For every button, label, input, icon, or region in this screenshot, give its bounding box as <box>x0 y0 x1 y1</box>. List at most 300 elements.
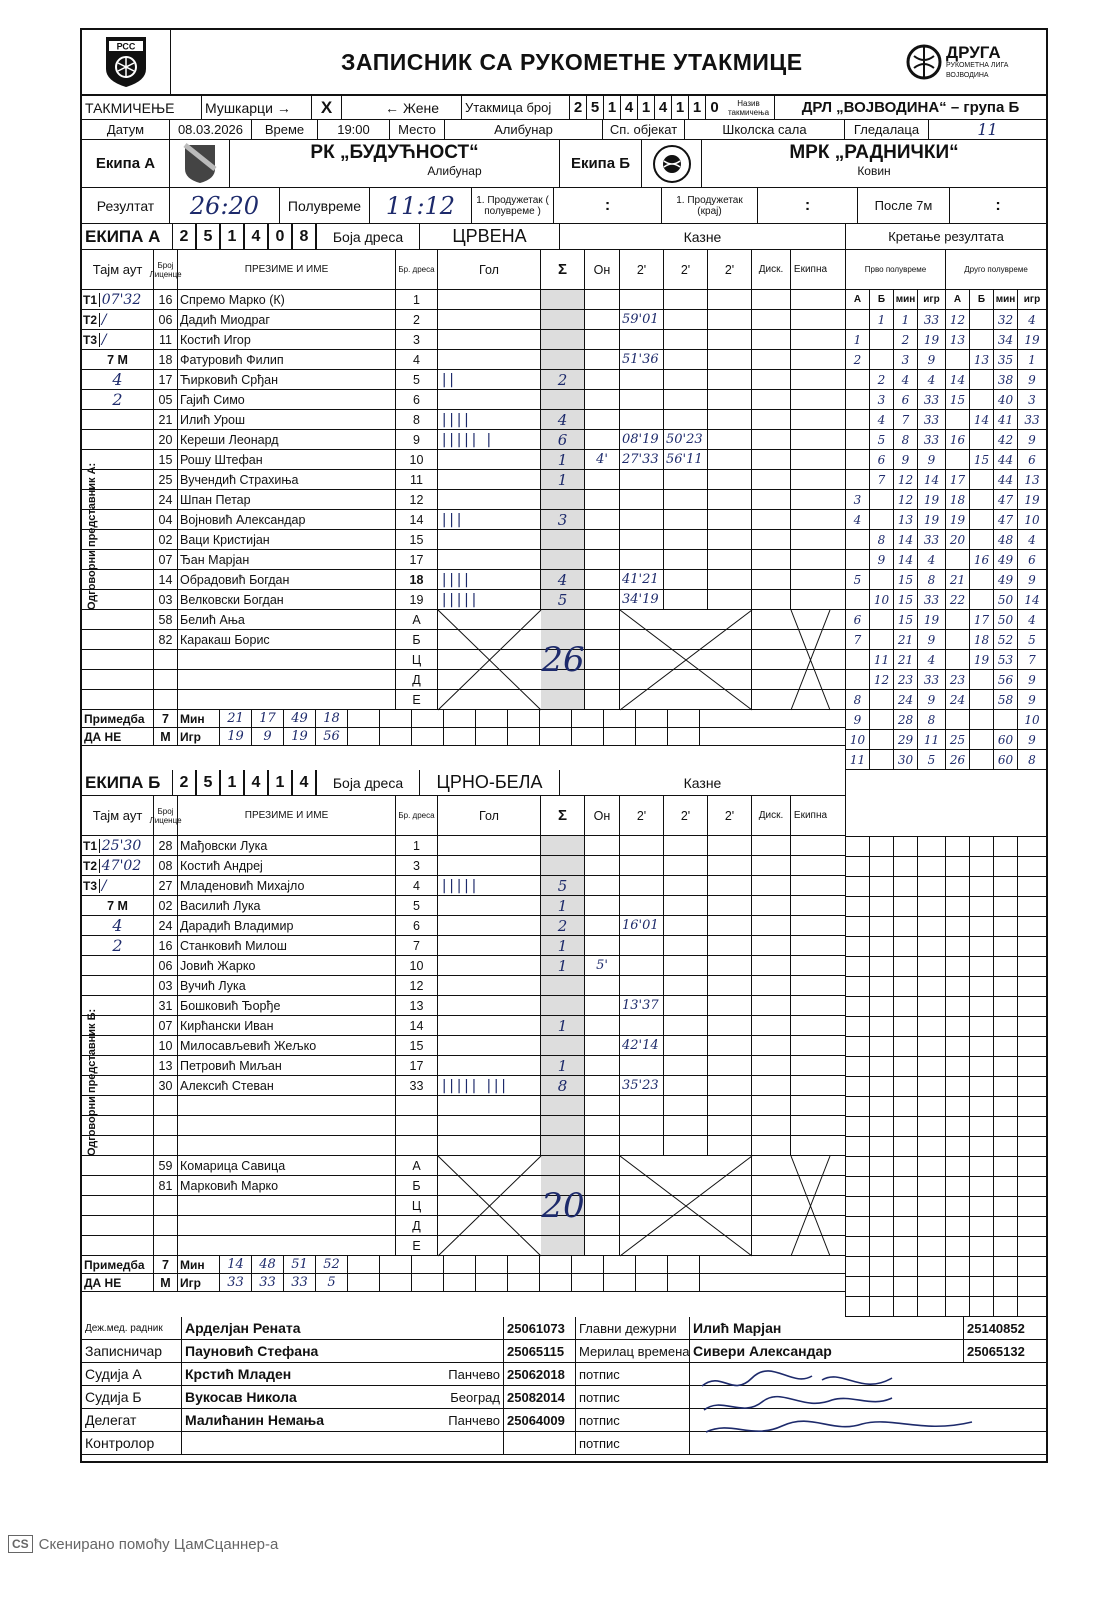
progress-cell <box>870 490 894 509</box>
warning <box>585 836 620 855</box>
license-no: 30 <box>154 1076 178 1095</box>
license-no: 58 <box>154 610 178 629</box>
suspension-3 <box>708 876 752 895</box>
warning <box>585 290 620 309</box>
timeout-value: / <box>101 877 107 894</box>
suspension-1: 34'19 <box>620 590 664 609</box>
match-no-digit: 1 <box>604 96 621 119</box>
men-cell <box>202 96 312 119</box>
official-warn <box>585 610 620 629</box>
team-penalty <box>791 590 830 609</box>
suspension-3 <box>708 370 752 389</box>
disqualification <box>752 1136 791 1155</box>
license-no: 59 <box>154 1156 178 1175</box>
progress-row <box>846 470 1046 490</box>
team-a-name: РК „БУДУЋНОСТ“ <box>310 142 479 163</box>
progress-cell <box>894 1257 918 1276</box>
progress-cell <box>846 917 870 936</box>
team-a-code-digit: 0 <box>268 224 292 249</box>
goal-sum: 6 <box>541 430 585 449</box>
progress-cell <box>846 550 870 569</box>
team-b-code-digit: 4 <box>292 770 316 795</box>
team-a-seven-min-kind: Мин <box>178 710 220 727</box>
team-a-label: ЕКИПА А <box>85 226 161 246</box>
progress-cell <box>870 1077 894 1096</box>
handball-ball-icon <box>906 44 942 80</box>
goal-tally: |||| <box>438 570 541 589</box>
progress-cell <box>1018 1237 1046 1256</box>
player-row <box>82 856 845 876</box>
progress-cell <box>994 1197 1018 1216</box>
progress-cell <box>946 350 970 369</box>
warning <box>585 896 620 915</box>
progress-cell: 23 <box>894 670 918 689</box>
player-row <box>82 916 845 936</box>
timeout-cell <box>82 1216 154 1235</box>
suspension-3 <box>708 996 752 1015</box>
suspension-2 <box>664 370 708 389</box>
progress-cell <box>894 977 918 996</box>
progress-cell: 33 <box>918 670 946 689</box>
progress-cell <box>946 1057 970 1076</box>
suspension-1: 13'37 <box>620 996 664 1015</box>
progress-cell <box>894 897 918 916</box>
official-name-2: Сивери Александар <box>690 1340 964 1362</box>
goal-sum <box>541 310 585 329</box>
progress-cell <box>946 710 970 729</box>
team-penalty <box>791 896 830 915</box>
progress-title <box>846 224 1046 250</box>
warning <box>585 370 620 389</box>
progress-cell <box>1018 1017 1046 1036</box>
team-penalty <box>791 310 830 329</box>
suspension-1 <box>620 836 664 855</box>
progress-cell <box>994 877 1018 896</box>
disqualification <box>752 936 791 955</box>
progress-cell: 14 <box>918 470 946 489</box>
progress-cell <box>946 857 970 876</box>
jersey-no: 11 <box>396 470 438 489</box>
player-row <box>82 510 845 530</box>
suspension-1 <box>620 510 664 529</box>
goal-sum: 5 <box>541 590 585 609</box>
team-b-seven-igr-value: 33 <box>220 1274 252 1291</box>
women-cell <box>382 96 462 119</box>
official-name-2: Илић Марјан <box>690 1317 964 1339</box>
timeout-cell <box>82 690 154 709</box>
progress-cell <box>846 390 870 409</box>
team-a-seven-min-empty <box>668 710 700 727</box>
jersey-no: 33 <box>396 1076 438 1095</box>
progress-cell <box>846 897 870 916</box>
player-name: Јовић Жарко <box>178 956 396 975</box>
progress-cell: 5 <box>846 570 870 589</box>
warning <box>585 996 620 1015</box>
official-license <box>504 1432 576 1454</box>
result-row <box>82 188 1046 224</box>
progress-cell <box>970 837 994 856</box>
progress-cell <box>870 350 894 369</box>
suspension-3 <box>708 1036 752 1055</box>
team-b-seven-igr-empty <box>380 1274 412 1291</box>
progress-cell: 9 <box>870 550 894 569</box>
jersey-no: 17 <box>396 1056 438 1075</box>
progress-row <box>846 977 1046 997</box>
progress-cell <box>846 857 870 876</box>
team-a-code-digit: 5 <box>196 224 220 249</box>
disqualification <box>752 330 791 349</box>
progress-cell <box>970 710 994 729</box>
timeout-cell <box>82 856 154 875</box>
progress-cell: 52 <box>994 630 1018 649</box>
team-b-logo <box>642 140 702 187</box>
team-penalty <box>791 916 830 935</box>
team-b-seven-min-value: 48 <box>252 1256 284 1273</box>
player-name: Петровић Миљан <box>178 1056 396 1075</box>
warning <box>585 430 620 449</box>
col-license: Број Лиценце <box>154 250 178 289</box>
progress-cell <box>846 530 870 549</box>
progress-cell: 23 <box>946 670 970 689</box>
team-b-seven-igr-empty <box>604 1274 636 1291</box>
progress-cell: 13 <box>946 330 970 349</box>
disqualification <box>752 590 791 609</box>
timeout-cell <box>82 370 154 389</box>
progress-cell <box>946 877 970 896</box>
progress-cell <box>994 1057 1018 1076</box>
progress-cell: 12 <box>870 670 894 689</box>
progress-cell: 19 <box>970 650 994 669</box>
goal-sum: 1 <box>541 470 585 489</box>
goal-tally <box>438 996 541 1015</box>
progress-cell <box>918 1057 946 1076</box>
team-a-name-cell <box>230 140 560 187</box>
progress-cell <box>918 837 946 856</box>
progress-row <box>846 1037 1046 1057</box>
timeout-cell <box>82 1176 154 1195</box>
disqualification <box>752 976 791 995</box>
men-label: Мушкарци <box>205 99 273 116</box>
suspension-2 <box>664 590 708 609</box>
progress-cell: 12 <box>894 470 918 489</box>
suspension-1 <box>620 390 664 409</box>
progress-cell <box>994 897 1018 916</box>
progress-cell <box>894 1297 918 1316</box>
jersey-no: 13 <box>396 996 438 1015</box>
progress-cell: 19 <box>1024 332 1040 347</box>
progress-cell <box>1018 1037 1046 1056</box>
progress-cell <box>1018 1137 1046 1156</box>
timeout-cell <box>82 610 154 629</box>
team-b-seven-igr-kind: Игр <box>178 1274 220 1291</box>
progress-cell <box>846 1017 870 1036</box>
goal-tally <box>438 976 541 995</box>
progress-cell <box>994 1257 1018 1276</box>
progress-cell <box>970 390 994 409</box>
progress-cell <box>994 857 1018 876</box>
goal-tally: ||||| | <box>438 430 541 449</box>
result-label: Резултат <box>82 188 170 223</box>
license-no: 31 <box>154 996 178 1015</box>
team-a-jersey-color: ЦРВЕНА <box>420 224 560 249</box>
progress-cell <box>894 1177 918 1196</box>
team-a-seven-igr-kind: Игр <box>178 728 220 745</box>
official-warn <box>585 690 620 709</box>
timeout-cell <box>82 630 154 649</box>
suspension-1 <box>620 1136 664 1155</box>
progress-cell <box>894 1097 918 1116</box>
progress-cell <box>894 1137 918 1156</box>
license-no: 16 <box>154 936 178 955</box>
progress-cell <box>970 670 994 689</box>
goal-tally <box>438 330 541 349</box>
col-team-pen: Екипна <box>793 810 828 821</box>
official-disq <box>752 650 791 669</box>
progress-cell: 41 <box>994 410 1018 429</box>
team-a-penalties-header: Казне <box>683 228 722 245</box>
after7-colon: : <box>995 196 1001 214</box>
progress-row <box>846 1017 1046 1037</box>
suspension-2 <box>664 490 708 509</box>
progress-cell <box>946 450 970 469</box>
license-no: 24 <box>154 490 178 509</box>
progress-cell <box>970 1057 994 1076</box>
progress-cell <box>946 897 970 916</box>
team-a-seven-igr-sub: М <box>154 728 178 745</box>
progress-row <box>846 1117 1046 1137</box>
progress-cell <box>918 1137 946 1156</box>
progress-cell <box>870 957 894 976</box>
empty-progress-grid <box>846 770 1046 1317</box>
warning <box>585 1036 620 1055</box>
progress-cell: 1 <box>870 310 894 329</box>
official-role: Деж.мед. радник <box>82 1317 182 1339</box>
team-penalty <box>791 390 830 409</box>
official-role-2: потпис <box>576 1363 690 1385</box>
team-penalty <box>791 1096 830 1115</box>
disqualification <box>752 390 791 409</box>
team-b-seven-min-label: Примедба <box>82 1256 154 1273</box>
warning <box>585 510 620 529</box>
seven-m-value: 4 <box>112 370 123 389</box>
team-a-seven-igr-value: 56 <box>316 728 348 745</box>
progress-cell <box>994 710 1018 729</box>
player-name: Бошковић Ђорђе <box>178 996 396 1015</box>
suspension-2 <box>664 470 708 489</box>
suspension-1 <box>620 470 664 489</box>
team-b-seven-min-value: 51 <box>284 1256 316 1273</box>
suspension-3 <box>708 430 752 449</box>
team-a-seven-igr-empty <box>508 728 540 745</box>
goal-tally <box>438 290 541 309</box>
progress-cell <box>1018 1177 1046 1196</box>
progress-cell <box>970 530 994 549</box>
progress-cell: 9 <box>918 350 946 369</box>
team-a-seven-igr-label: ДА НЕ <box>82 728 154 745</box>
timeout-cell <box>82 390 154 409</box>
place-value: Алибунар <box>445 120 603 139</box>
official-sum <box>541 610 585 629</box>
progress-cell <box>918 997 946 1016</box>
player-row <box>82 976 845 996</box>
col-jersey: Бр. дреса <box>396 250 438 289</box>
team-b-penalties-header: Казне <box>683 774 722 791</box>
official-warn <box>585 1196 620 1215</box>
goal-tally <box>438 1036 541 1055</box>
progress-cell <box>970 977 994 996</box>
teams-row <box>82 140 1046 188</box>
team-b-code-digit: 1 <box>268 770 292 795</box>
team-a-code-digit: 1 <box>220 224 244 249</box>
team-b-seven-min-empty <box>668 1256 700 1273</box>
progress-cell <box>846 1257 870 1276</box>
official-disq <box>752 1176 791 1195</box>
col-jersey: Бр. дреса <box>396 796 438 835</box>
team-penalty <box>791 1136 830 1155</box>
warning <box>585 1116 620 1135</box>
goal-sum <box>541 530 585 549</box>
match-report-sheet <box>80 28 1048 1463</box>
goal-sum: 8 <box>541 1076 585 1095</box>
jersey-no: 15 <box>396 1036 438 1055</box>
official-sum <box>541 690 585 709</box>
progress-cell <box>970 957 994 976</box>
warning: 5' <box>585 956 620 975</box>
team-b-seven-igr-empty <box>444 1274 476 1291</box>
player-name: Гајић Симо <box>178 390 396 409</box>
goal-sum: 1 <box>541 450 585 469</box>
team-a-total-goals: 26 <box>541 640 585 680</box>
col-sum: Σ <box>541 250 585 289</box>
progress-cell: 6 <box>1028 452 1036 467</box>
suspension-2 <box>664 410 708 429</box>
progress-cell <box>970 470 994 489</box>
progress-row <box>846 1077 1046 1097</box>
team-a-players <box>82 290 845 710</box>
team-b-label: ЕКИПА Б <box>85 772 161 792</box>
progress-cell <box>970 1097 994 1116</box>
progress-cell: 7 <box>894 410 918 429</box>
team-b-players <box>82 836 845 1256</box>
team-b-seven-min-empty <box>700 1256 732 1273</box>
progress-row <box>846 857 1046 877</box>
progress-cell <box>946 1297 970 1316</box>
suspension-3 <box>708 856 752 875</box>
progress-row <box>846 997 1046 1017</box>
progress-cell <box>894 877 918 896</box>
jersey-no: 1 <box>396 836 438 855</box>
progress-row <box>846 310 1046 330</box>
team-a-seven-igr-value: 9 <box>252 728 284 745</box>
progress-cell: 53 <box>994 650 1018 669</box>
progress-cell <box>846 670 870 689</box>
ot1-half-label: 1. Продужетак ( полувреме ) <box>472 188 554 223</box>
disqualification <box>752 956 791 975</box>
col-warn: Он <box>585 796 620 835</box>
progress-cell: 11 <box>918 730 946 749</box>
goal-tally <box>438 956 541 975</box>
suspension-2: 50'23 <box>664 430 708 449</box>
suspension-2 <box>664 916 708 935</box>
team-a-column-header <box>82 250 845 290</box>
official-disq <box>752 630 791 649</box>
goal-tally <box>438 1096 541 1115</box>
team-penalty <box>791 936 830 955</box>
jersey-no: Б <box>396 1176 438 1195</box>
col-two-1: 2' <box>620 250 664 289</box>
warning <box>585 310 620 329</box>
seven-m-value: 2 <box>112 390 123 409</box>
player-row <box>82 896 845 916</box>
league-logo <box>906 30 1046 94</box>
goal-tally <box>438 916 541 935</box>
goal-tally <box>438 390 541 409</box>
progress-cell <box>994 1117 1018 1136</box>
col-disq: Диск. <box>752 796 791 835</box>
scanner-stamp-text: Скенирано помоћу ЦамСцаннер-а <box>38 1535 279 1553</box>
team-a-label: Екипа А <box>82 140 170 187</box>
progress-cell <box>970 510 994 529</box>
player-name: Милосављевић Жељко <box>178 1036 396 1055</box>
progress-cell <box>870 997 894 1016</box>
progress-cell: А <box>946 290 970 309</box>
disqualification <box>752 896 791 915</box>
disqualification <box>752 1116 791 1135</box>
suspension-2 <box>664 876 708 895</box>
progress-cell: 4 <box>1028 312 1036 327</box>
player-name: Ћирковић Срђан <box>178 370 396 389</box>
suspension-1: 35'23 <box>620 1076 664 1095</box>
official-sum <box>541 1156 585 1175</box>
suspension-1 <box>620 956 664 975</box>
progress-row <box>846 1237 1046 1257</box>
progress-cell: 33 <box>918 390 946 409</box>
progress-cell: 48 <box>994 530 1018 549</box>
player-row <box>82 350 845 370</box>
progress-cell: 9 <box>1028 372 1036 387</box>
progress-cell <box>946 937 970 956</box>
team-a-seven-min-empty <box>444 710 476 727</box>
progress-cell <box>846 370 870 389</box>
player-row <box>82 390 845 410</box>
progress-cell <box>994 1037 1018 1056</box>
official-disq <box>752 690 791 709</box>
team-a-seven-igr-value: 19 <box>284 728 316 745</box>
goal-sum <box>541 350 585 369</box>
progress-cell <box>946 1097 970 1116</box>
date-value: 08.03.2026 <box>170 120 252 139</box>
goal-sum <box>541 996 585 1015</box>
license-no: 02 <box>154 896 178 915</box>
progress-cell: 19 <box>918 510 946 529</box>
official-disq <box>752 1216 791 1235</box>
timeout-value: 25'30 <box>101 837 142 854</box>
player-name: Вучендић Страхиња <box>178 470 396 489</box>
team-penalty <box>791 410 830 429</box>
progress-cell <box>946 957 970 976</box>
progress-cell <box>970 1077 994 1096</box>
team-b-seven-min-value: 14 <box>220 1256 252 1273</box>
team-a-seven-min-value: 17 <box>252 710 284 727</box>
team-b-title-row <box>82 770 845 796</box>
suspension-2 <box>664 896 708 915</box>
progress-cell <box>870 837 894 856</box>
team-b-seven-igr-empty <box>348 1274 380 1291</box>
progress-row <box>846 410 1046 430</box>
progress-cell: мин <box>894 290 918 309</box>
license-no: 11 <box>154 330 178 349</box>
progress-cell: 34 <box>994 330 1018 349</box>
